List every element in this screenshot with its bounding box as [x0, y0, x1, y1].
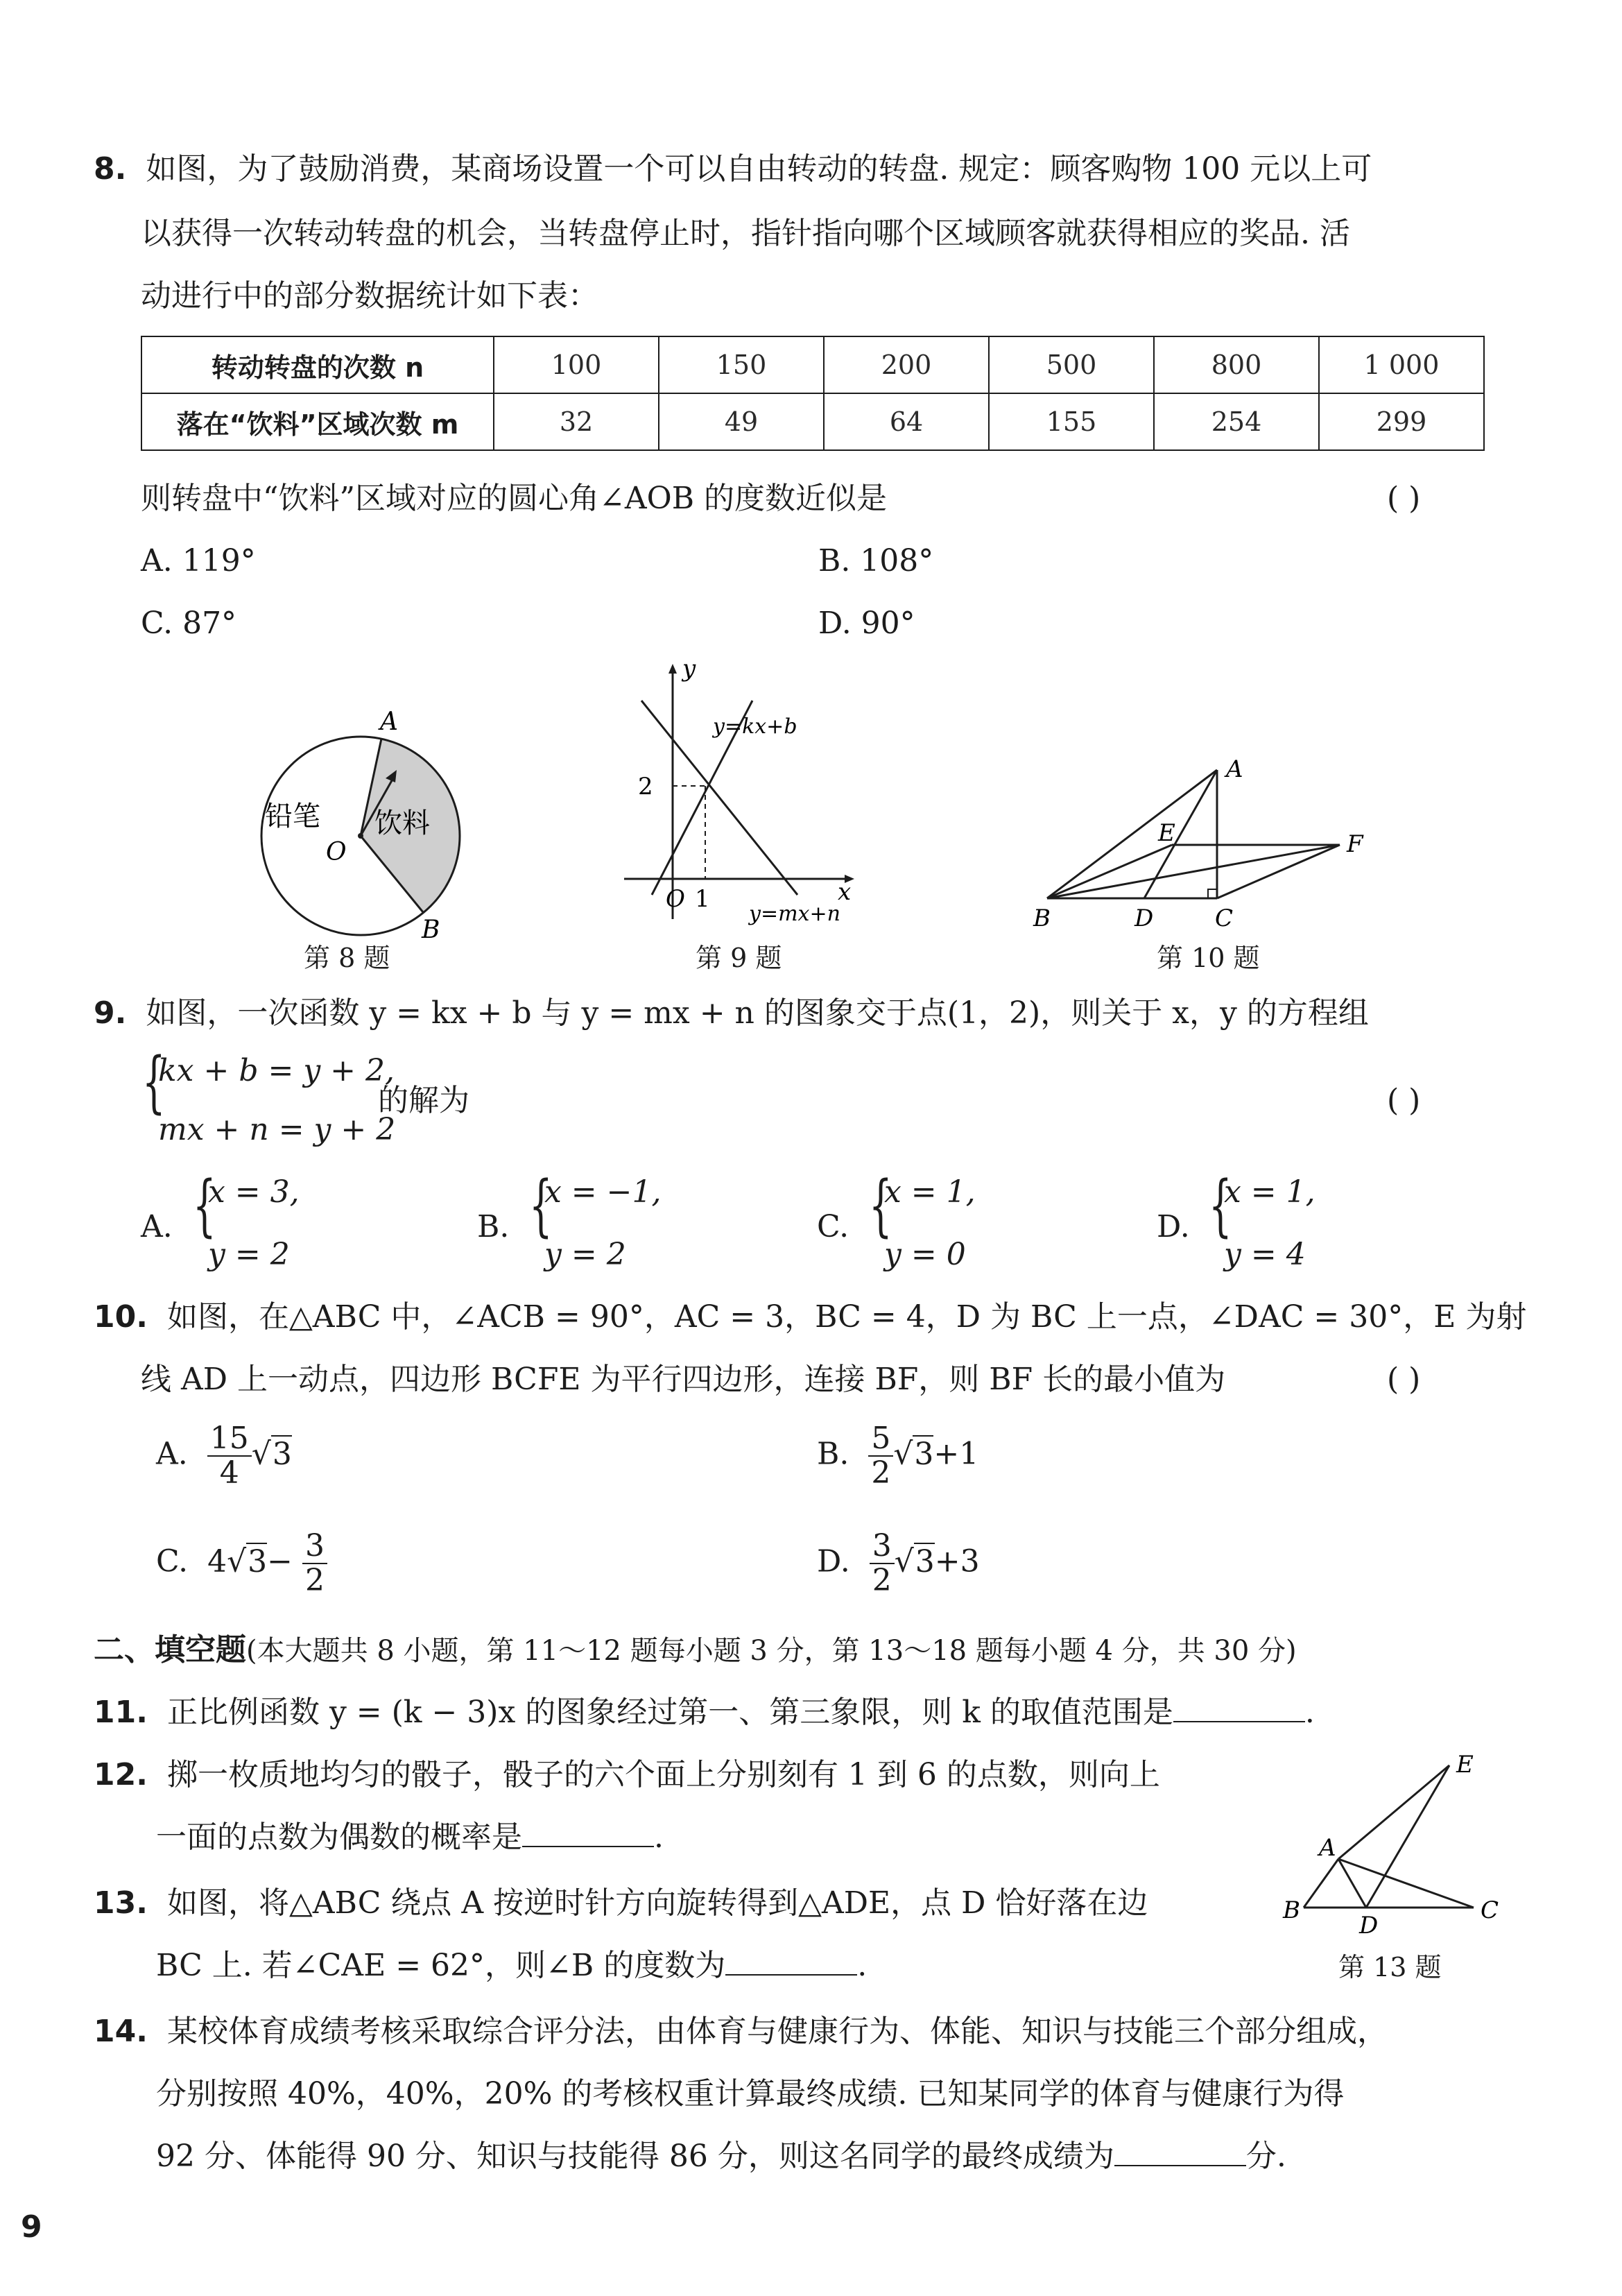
- tail-term: +3: [934, 1543, 980, 1579]
- table-cell: 800: [1154, 336, 1319, 393]
- q11-end: .: [1304, 1695, 1315, 1730]
- table-cell: 150: [659, 336, 824, 393]
- q8-text-line3: 动进行中的部分数据统计如下表：: [141, 278, 598, 314]
- q12-line2: [156, 1817, 664, 1858]
- label-pencil: 铅笔: [265, 800, 320, 832]
- q10-option-d: [817, 1530, 980, 1597]
- q11-text: 正比例函数 y = (k − 3)x 的图象经过第一、第三象限，则 k 的取值范围是: [166, 1695, 1173, 1730]
- q8-option-d: D. 90°: [818, 606, 915, 641]
- label-a: A: [1226, 756, 1243, 783]
- option-letter: D.: [817, 1543, 850, 1579]
- sqrt-sign: √: [227, 1543, 247, 1579]
- q13-line1: [94, 1883, 1148, 1924]
- q11-number: 11.: [94, 1695, 148, 1730]
- q9-option-a-letter: A.: [141, 1209, 173, 1244]
- q9-system-tail: 的解为: [378, 1083, 469, 1118]
- q9-option-d-brace: {: [1209, 1167, 1232, 1244]
- label-e: E: [1158, 819, 1175, 847]
- q9-option-a-brace: {: [193, 1167, 216, 1244]
- q10-text-line1: 如图，在△ABC 中，∠ACB = 90°，AC = 3，BC = 4，D 为 BC 上一点，∠DAC = 30°，E 为射: [166, 1299, 1527, 1335]
- denominator: 2: [305, 1563, 325, 1598]
- q8-stem: 则转盘中“饮料”区域对应的圆心角∠AOB 的度数近似是: [141, 481, 888, 516]
- q12-text-line2: 一面的点数为偶数的概率是: [156, 1819, 522, 1855]
- q9-option-d-bottom: y = 4: [1224, 1237, 1306, 1272]
- table-row: [141, 336, 1484, 393]
- q14-line3: [156, 2136, 1286, 2177]
- table-cell: 200: [824, 336, 989, 393]
- radicand: 3: [248, 1543, 268, 1579]
- segment-ac: [1338, 1859, 1474, 1908]
- q9-option-c-letter: C.: [817, 1209, 849, 1244]
- denominator: 4: [219, 1455, 239, 1491]
- fraction: [868, 1422, 893, 1490]
- table-cell: 155: [989, 393, 1154, 450]
- minus-sign: −: [267, 1543, 293, 1579]
- segment-ab: [1047, 770, 1217, 898]
- table-cell: 32: [494, 393, 659, 450]
- numerator: 3: [870, 1530, 895, 1564]
- fraction: [207, 1422, 252, 1490]
- sqrt-sign: √: [893, 1436, 913, 1472]
- q14-text-line2: 分别按照 40%，40%，20% 的考核权重计算最终成绩. 已知某同学的体育与健康行为得: [156, 2076, 1345, 2111]
- table-cell: 299: [1319, 393, 1484, 450]
- q9-option-a-bottom: y = 2: [208, 1237, 290, 1272]
- coefficient: 4: [207, 1543, 227, 1579]
- table-cell: 254: [1154, 393, 1319, 450]
- q8-data-table: [141, 336, 1485, 451]
- q12-number: 12.: [94, 1757, 148, 1792]
- q12-line1: [94, 1755, 1160, 1795]
- label-1: 1: [695, 885, 710, 913]
- q13-answer-blank[interactable]: [725, 1946, 857, 1976]
- q14-line1: [94, 2012, 1388, 2052]
- figure-13-triangle: [1276, 1745, 1505, 1946]
- q9-answer-paren: ( ): [1387, 1083, 1421, 1118]
- section-2-header: [94, 1630, 1297, 1671]
- segment-be: [1047, 845, 1172, 898]
- radicand: 3: [272, 1436, 292, 1472]
- q12-answer-blank[interactable]: [522, 1818, 654, 1847]
- q10-option-b: [817, 1422, 978, 1490]
- q10-option-c: [156, 1530, 327, 1597]
- figure-10-triangle: [1026, 756, 1401, 936]
- q9-system-bottom: mx + n = y + 2: [158, 1112, 396, 1147]
- q9-option-d-letter: D.: [1157, 1209, 1190, 1244]
- q14-text-line1: 某校体育成绩考核采取综合评分法，由体育与健康行为、体能、知识与技能三个部分组成，: [166, 2014, 1388, 2049]
- figure-8-caption: 第 8 题: [304, 943, 390, 973]
- segment-bf: [1047, 845, 1340, 898]
- q8-option-a: A. 119°: [141, 543, 256, 579]
- q8-option-c: C. 87°: [141, 606, 237, 641]
- q9-line1: [94, 993, 1369, 1034]
- q10-text-line2: 线 AD 上一动点，四边形 BCFE 为平行四边形，连接 BF，则 BF 长的最小值为: [141, 1362, 1226, 1397]
- q12-end: .: [654, 1819, 664, 1855]
- table-cell: 64: [824, 393, 989, 450]
- table-row-label: 转动转盘的次数 n: [141, 336, 494, 393]
- q14-number: 14.: [94, 2014, 148, 2049]
- table-row: [141, 393, 1484, 450]
- sqrt-sign: √: [251, 1436, 271, 1472]
- figure-10-caption: 第 10 题: [1157, 943, 1260, 973]
- label-b: B: [422, 916, 440, 944]
- q9-system-brace: {: [142, 1043, 166, 1121]
- fraction: [870, 1530, 895, 1597]
- numerator: 15: [207, 1422, 252, 1457]
- table-cell: 1 000: [1319, 336, 1484, 393]
- fraction: [302, 1530, 327, 1597]
- q8-line1: [94, 149, 1372, 189]
- segment-ad: [1338, 1859, 1366, 1908]
- q9-option-d-top: x = 1,: [1224, 1174, 1315, 1210]
- q13-line2: [156, 1946, 867, 1986]
- table-row-label: 落在“饮料”区域次数 m: [141, 393, 494, 450]
- q13-text-line2: BC 上. 若∠CAE = 62°，则∠B 的度数为: [156, 1948, 726, 1983]
- label-e: E: [1456, 1751, 1474, 1779]
- figure-13-caption: 第 13 题: [1338, 1952, 1442, 1982]
- segment-de: [1366, 1765, 1449, 1908]
- label-a: A: [380, 708, 398, 736]
- label-mx-n: y=mx+n: [749, 902, 840, 926]
- segment-cf: [1217, 845, 1340, 898]
- q9-option-b-top: x = −1,: [544, 1174, 662, 1210]
- numerator: 5: [868, 1422, 893, 1457]
- table-cell: 49: [659, 393, 824, 450]
- label-2: 2: [638, 773, 653, 800]
- label-c: C: [1481, 1896, 1499, 1924]
- q9-option-c-top: x = 1,: [884, 1174, 976, 1210]
- q8-number: 8.: [94, 151, 127, 187]
- right-angle-mark: [1208, 889, 1217, 898]
- q12-text-line1: 掷一枚质地均匀的骰子，骰子的六个面上分别刻有 1 到 6 的点数，则向上: [166, 1757, 1160, 1792]
- label-a: A: [1319, 1834, 1336, 1862]
- q13-text-line1: 如图，将△ABC 绕点 A 按逆时针方向旋转得到△ADE，点 D 恰好落在边: [166, 1885, 1148, 1921]
- radicand: 3: [914, 1436, 934, 1472]
- label-b: B: [1283, 1896, 1300, 1924]
- table-cell: 100: [494, 336, 659, 393]
- option-letter: B.: [817, 1436, 849, 1472]
- q9-option-a-top: x = 3,: [208, 1174, 300, 1210]
- segment-ab: [1304, 1859, 1338, 1908]
- label-y: y: [682, 656, 696, 683]
- label-d: D: [1359, 1912, 1379, 1939]
- section-2-title: 二、填空题: [94, 1632, 246, 1668]
- figure-9-caption: 第 9 题: [696, 943, 782, 973]
- q9-option-c-brace: {: [869, 1167, 892, 1244]
- radicand: 3: [915, 1543, 935, 1579]
- q14-answer-blank[interactable]: [1114, 2137, 1246, 2166]
- segment-ae: [1338, 1765, 1449, 1859]
- option-letter: C.: [156, 1543, 189, 1579]
- q8-text-line2: 以获得一次转动转盘的机会，当转盘停止时，指针指向哪个区域顾客就获得相应的奖品. 活: [141, 216, 1350, 251]
- label-drink: 饮料: [374, 807, 430, 839]
- q13-end: .: [857, 1948, 868, 1983]
- center-point: [358, 833, 363, 839]
- q14-text-line3: 92 分、体能得 90 分、知识与技能得 86 分，则这名同学的最终成绩为: [156, 2139, 1114, 2174]
- q10-option-a: [156, 1422, 292, 1490]
- q9-text-line1: 如图，一次函数 y = kx + b 与 y = mx + n 的图象交于点(1，2)，则关于 x，y 的方程组: [146, 995, 1369, 1031]
- q14-end: 分.: [1245, 2139, 1286, 2174]
- label-kx-b: y=kx+b: [713, 714, 797, 739]
- q10-number: 10.: [94, 1299, 148, 1335]
- label-x: x: [838, 878, 852, 906]
- table-cell: 500: [989, 336, 1154, 393]
- q9-option-b-brace: {: [529, 1167, 553, 1244]
- section-2-note: (本大题共 8 小题，第 11～12 题每小题 3 分，第 13～18 题每小题 4 分，共 30 分): [246, 1635, 1297, 1667]
- tail-term: +1: [933, 1436, 979, 1472]
- q9-option-b-bottom: y = 2: [544, 1237, 626, 1272]
- page-number: 9: [21, 2209, 42, 2245]
- label-d: D: [1134, 905, 1154, 932]
- label-c: C: [1215, 905, 1234, 932]
- numerator: 3: [302, 1530, 327, 1564]
- q8-option-b: B. 108°: [818, 543, 934, 579]
- q8-text-line1: 如图，为了鼓励消费，某商场设置一个可以自由转动的转盘. 规定：顾客购物 100 元以上可: [146, 151, 1372, 187]
- q11-answer-blank[interactable]: [1173, 1693, 1305, 1722]
- sqrt-sign: √: [894, 1543, 914, 1579]
- denominator: 2: [871, 1455, 891, 1491]
- q8-answer-paren: ( ): [1387, 481, 1421, 516]
- label-o: O: [666, 885, 685, 913]
- label-f: F: [1347, 830, 1363, 858]
- q9-number: 9.: [94, 995, 127, 1031]
- y-axis-arrow: [668, 664, 677, 674]
- q10-line1: [94, 1297, 1526, 1337]
- label-b: B: [1033, 905, 1051, 932]
- denominator: 2: [872, 1563, 892, 1598]
- q9-option-c-bottom: y = 0: [884, 1237, 966, 1272]
- q9-system-top: kx + b = y + 2,: [158, 1053, 395, 1088]
- option-letter: A.: [156, 1436, 188, 1472]
- label-o: O: [326, 838, 347, 866]
- figure-9-graph: [610, 656, 874, 933]
- q10-answer-paren: ( ): [1387, 1362, 1421, 1397]
- q9-option-b-letter: B.: [477, 1209, 510, 1244]
- q11: [94, 1693, 1315, 1733]
- q13-number: 13.: [94, 1885, 148, 1921]
